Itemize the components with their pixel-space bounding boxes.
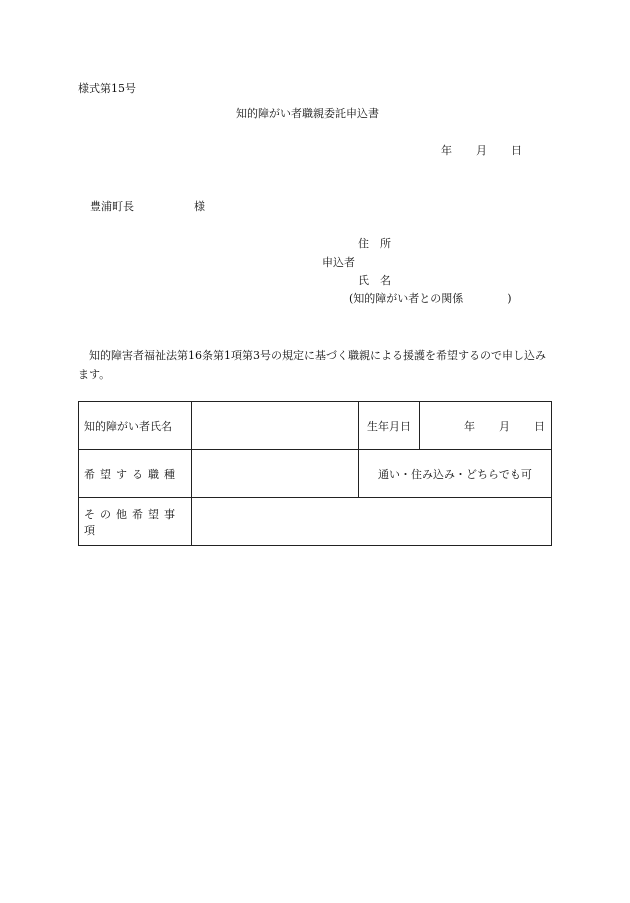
date-month: 月 [476, 144, 487, 157]
other-requests-field[interactable] [192, 498, 552, 546]
disabled-person-name-label: 知的障がい者氏名 [79, 402, 192, 450]
application-table [78, 401, 552, 546]
table-row [79, 450, 552, 498]
name-label: 氏 名 [358, 274, 391, 287]
other-requests-label: その他希望事項 [79, 498, 192, 546]
applicant-label: 申込者 [322, 256, 355, 269]
form-number: 様式第15号 [78, 82, 136, 95]
dob-year: 年 [464, 419, 475, 433]
date-year: 年 [441, 144, 452, 157]
address-label: 住 所 [358, 237, 391, 250]
dob-field[interactable] [420, 402, 552, 450]
commute-options[interactable]: 通い・住み込み・どちらでも可 [359, 450, 552, 498]
relation-open: (知的障がい者との関係 [349, 292, 464, 305]
relation-close: ) [507, 292, 512, 305]
body-text: 知的障害者福祉法第16条第1項第3号の規定に基づく職親による援護を希望するので申し込みます。 [78, 349, 546, 381]
dob-day: 日 [534, 419, 545, 433]
date-line [441, 145, 522, 156]
desired-job-label: 希望する職種 [79, 450, 192, 498]
desired-job-field[interactable] [192, 450, 359, 498]
document-title: 知的障がい者職親委託申込書 [236, 107, 379, 120]
dob-label: 生年月日 [359, 402, 420, 450]
table-row [79, 402, 552, 450]
relation-line [349, 293, 512, 304]
date-day: 日 [511, 144, 522, 157]
dob-month: 月 [499, 419, 510, 433]
addressee-honorific: 様 [194, 200, 205, 213]
addressee-name: 豊浦町長 [90, 200, 134, 213]
addressee [90, 201, 205, 212]
disabled-person-name-field[interactable] [192, 402, 359, 450]
table-row [79, 498, 552, 546]
